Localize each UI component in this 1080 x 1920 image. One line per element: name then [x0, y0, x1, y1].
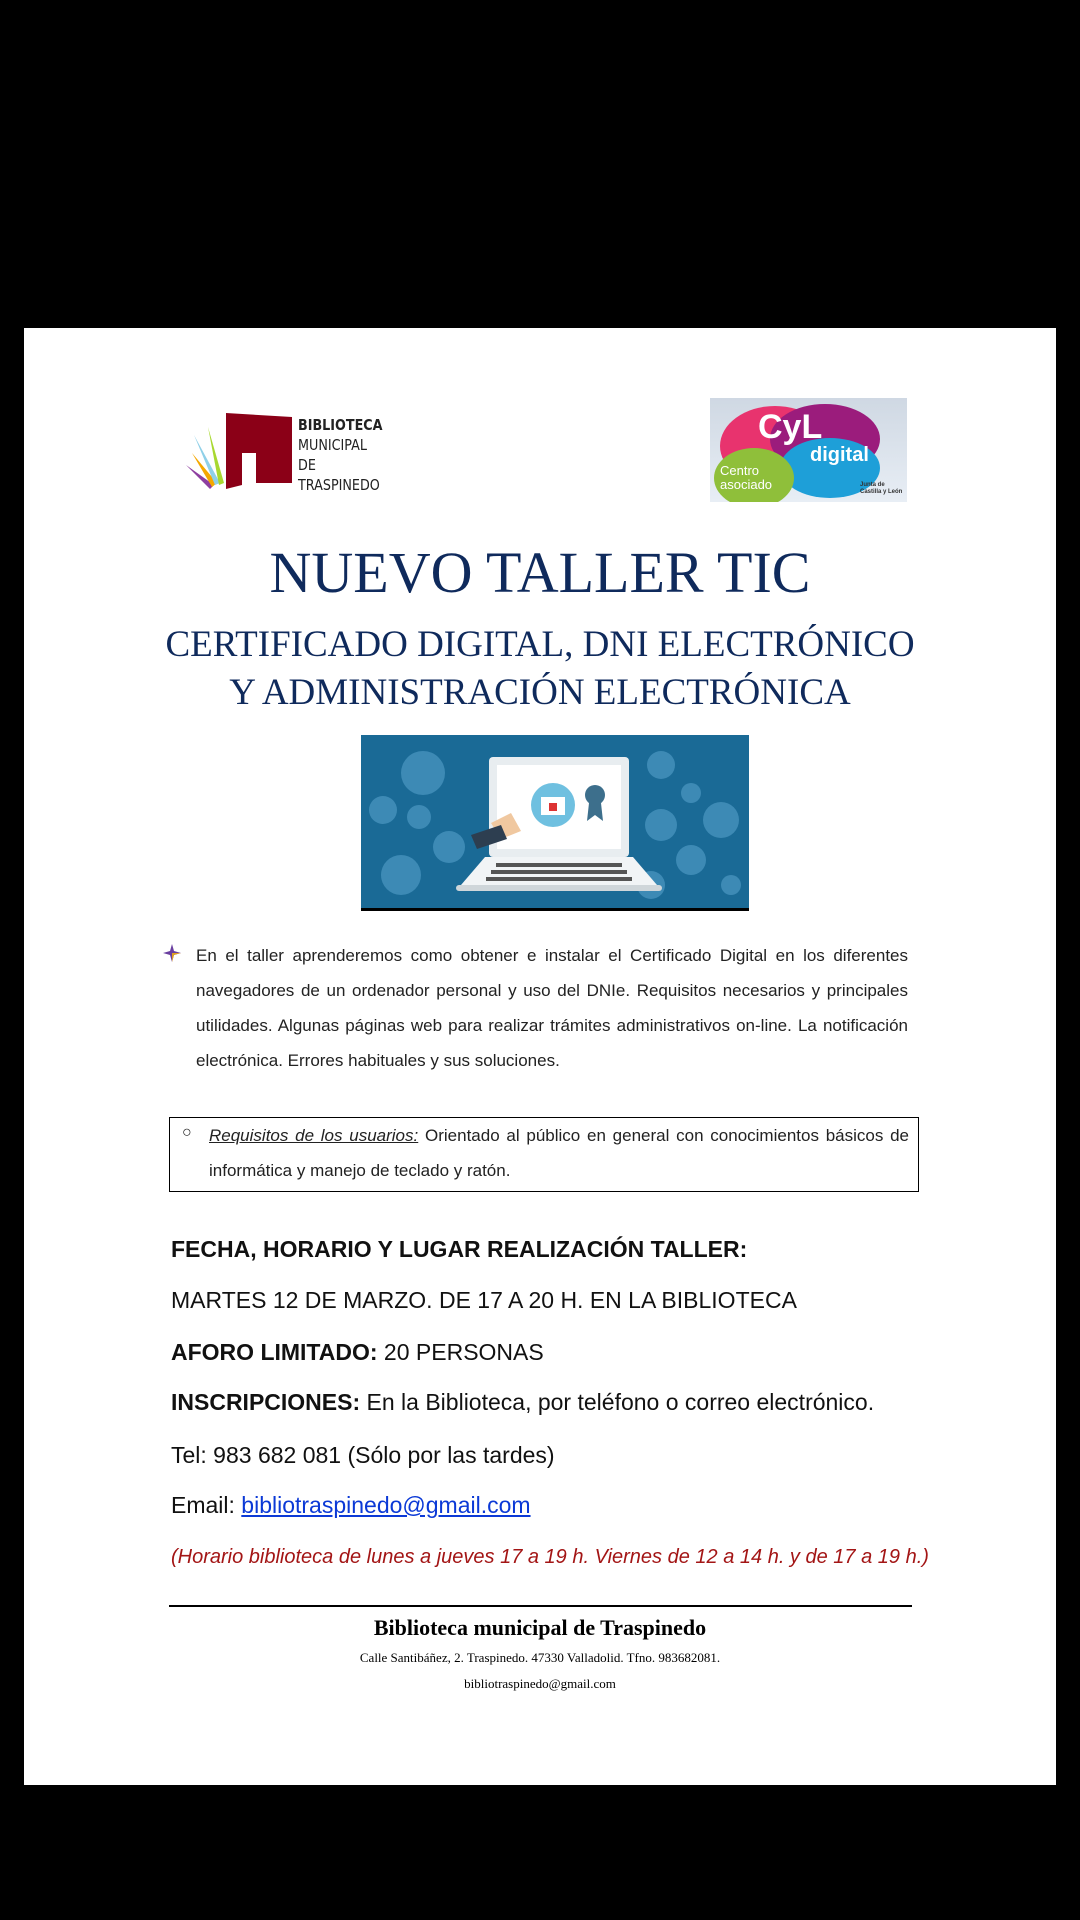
requirements-label: Requisitos de los usuarios:	[209, 1126, 419, 1145]
email-link[interactable]: bibliotraspinedo@gmail.com	[241, 1492, 531, 1518]
requirements-text	[209, 1118, 909, 1188]
footer-email: bibliotraspinedo@gmail.com	[464, 1676, 616, 1691]
footer-name: Biblioteca municipal de Traspinedo	[373, 1615, 707, 1640]
library-logo-icon	[184, 405, 294, 490]
requirements-value: Orientado al público en general con conocimientos básicos de informática y manejo de teclado y ratón.	[209, 1126, 909, 1180]
cyl-sub: digital	[810, 444, 869, 466]
signup-label: INSCRIPCIONES:	[171, 1389, 361, 1415]
logo-line2: MUNICIPAL DE	[298, 436, 367, 474]
schedule-date: MARTES 12 DE MARZO. DE 17 A 20 H. EN LA BIBLIOTECA	[171, 1287, 797, 1313]
cyl-gov2: Castilla y León	[860, 489, 903, 495]
logo-line1: BIBLIOTECA	[298, 416, 383, 434]
library-hours: (Horario biblioteca de lunes a jueves 17 a 19 h. Viernes de 12 a 14 h. y de 17 a 19 h.)	[171, 1546, 929, 1568]
cyl-gov1: Junta de	[860, 482, 885, 488]
capacity-label: AFORO LIMITADO:	[171, 1339, 378, 1365]
subtitle-line2: Y ADMINISTRACIÓN ELECTRÓNICA	[229, 672, 851, 713]
footer-divider	[169, 1605, 912, 1607]
cyl-tag2: asociado	[720, 477, 773, 492]
cyl-brand: CyL	[758, 408, 823, 446]
cyl-tag1: Centro	[720, 463, 760, 478]
logo-line3: TRASPINEDO	[298, 476, 380, 494]
subtitle-line1: CERTIFICADO DIGITAL, DNI ELECTRÓNICO	[165, 624, 915, 665]
circle-bullet-icon: ○	[182, 1124, 192, 1141]
page-title: NUEVO TALLER TIC	[269, 540, 811, 605]
email-label: Email:	[171, 1492, 242, 1518]
bullet-arrow-icon	[162, 943, 182, 963]
requirements-box	[169, 1117, 919, 1192]
footer-address: Calle Santibáñez, 2. Traspinedo. 47330 Valladolid. Tfno. 983682081.	[359, 1650, 721, 1665]
workshop-description: En el taller aprenderemos como obtener e instalar el Certificado Digital en los diferentes navegadores de un ordenador personal y uso del DNIe. Requisitos necesarios y principales utilidades. Algunas páginas web para realizar trámites administrativos on-line. La notificación electrónica. Errores habituales y sus soluciones.	[196, 946, 908, 1070]
capacity-value: 20 PERSONAS	[377, 1339, 544, 1365]
schedule-heading: FECHA, HORARIO Y LUGAR REALIZACIÓN TALLER:	[171, 1236, 748, 1262]
library-logo	[184, 405, 394, 494]
cyl-digital-logo	[710, 398, 907, 502]
telephone: Tel: 983 682 081 (Sólo por las tardes)	[171, 1442, 555, 1468]
signup-value: En la Biblioteca, por teléfono o correo electrónico.	[360, 1389, 875, 1415]
laptop-certificate-icon	[361, 735, 749, 908]
digital-certificate-illustration	[361, 735, 749, 911]
